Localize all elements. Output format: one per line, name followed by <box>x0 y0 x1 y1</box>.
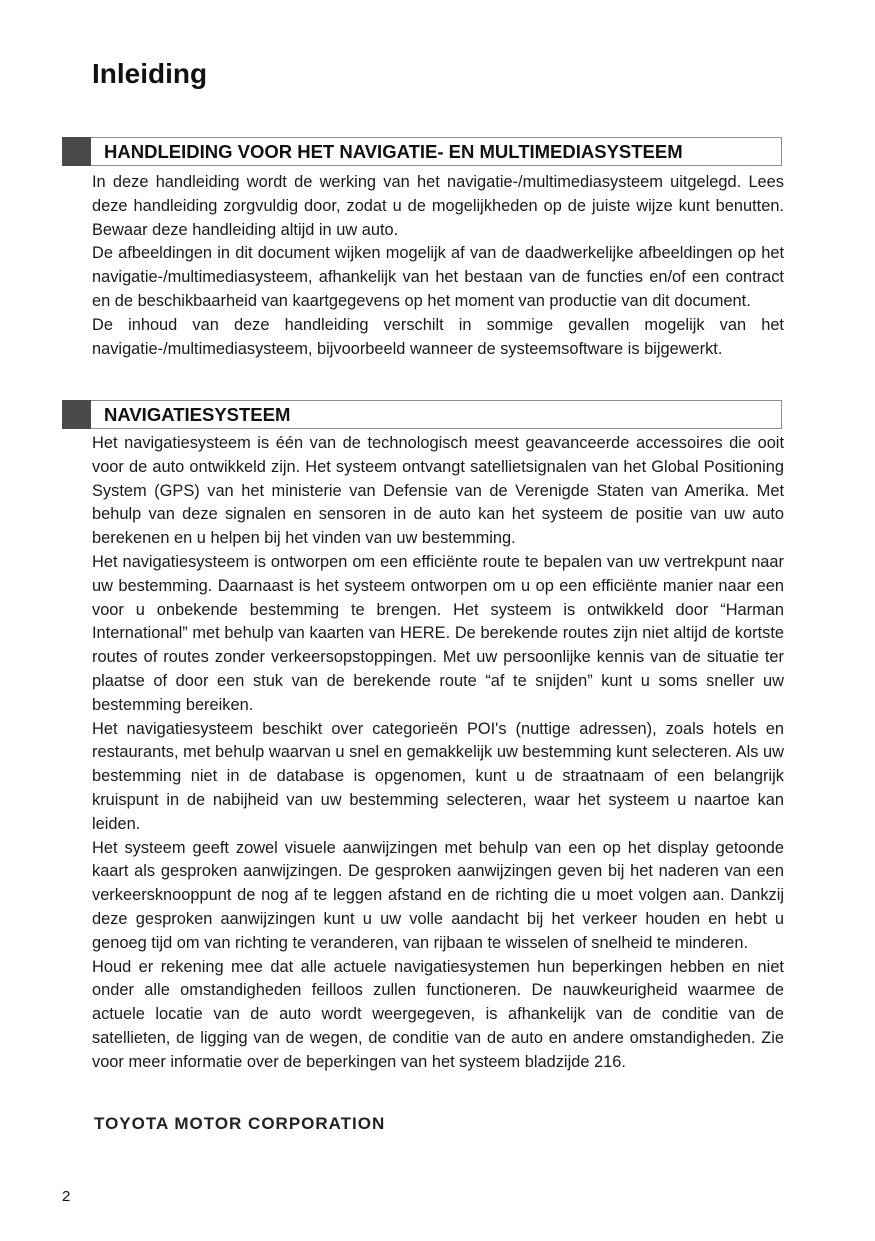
paragraph: Het navigatiesysteem is één van de technologisch meest geavanceerde accessoires die ooit voor de auto ontwikkeld zijn. Het systeem ontvangt satellietsignalen van het Global Positioning System (GPS) van het ministerie van Defensie van de Verenigde Staten van Amerika. Met behulp van deze signalen en sensoren in de auto kan het systeem de positie van uw auto berekenen en u helpen bij het vinden van uw bestemming. <box>92 434 784 548</box>
paragraph: De afbeeldingen in dit document wijken mogelijk af van de daadwerkelijke afbeeldingen op het navigatie-/multimediasysteem, afhankelijk van het bestaan van de functies en/of een contract en de beschikbaarheid van kaartgegevens op het moment van productie van dit document. <box>92 244 784 310</box>
paragraph: In deze handleiding wordt de werking van het navigatie-/multimediasysteem uitgelegd. Lees deze handleiding zorgvuldig door, zodat u de mogelijkheden op de juiste wijze kunt benutten. Bewaar deze handleiding altijd in uw auto. <box>92 173 784 239</box>
paragraph: Het navigatiesysteem beschikt over categorieën POI's (nuttige adressen), zoals hotels en restaurants, met behulp waarvan u snel en gemakkelijk uw bestemming kunt selecteren. Als uw bestemming niet in de database is opgenomen, kunt u de straatnaam of een belangrijk kruispunt in de nabijheid van uw bestemming selecteren, waar het systeem u naartoe kan leiden. <box>92 719 784 833</box>
paragraph: De inhoud van deze handleiding verschilt in sommige gevallen mogelijk van het navigatie-/multimediasysteem, bijvoorbeeld wanneer de systeemsoftware is bijgewerkt. <box>92 315 784 358</box>
section-marker-icon <box>62 137 91 166</box>
section-header-handleiding <box>62 137 782 166</box>
footer-company-name: TOYOTA MOTOR CORPORATION <box>94 1114 386 1133</box>
section-heading: HANDLEIDING VOOR HET NAVIGATIE- EN MULTIMEDIASYSTEEM <box>104 140 683 162</box>
section-marker-icon <box>62 400 91 429</box>
paragraph: Houd er rekening mee dat alle actuele navigatiesystemen hun beperkingen hebben en niet onder alle omstandigheden feilloos zullen functioneren. De nauwkeurigheid waarmee de actuele locatie van de auto wordt weergegeven, is afhankelijk van de conditie van de satellieten, de ligging van de wegen, de conditie van de auto en andere omstandigheden. Zie voor meer informatie over de beperkingen van het systeem bladzijde 216. <box>92 957 784 1071</box>
paragraph: Het systeem geeft zowel visuele aanwijzingen met behulp van een op het display getoonde kaart als gesproken aanwijzingen. De gesproken aanwijzingen geven bij het naderen van een verkeersknooppunt de nog af te leggen afstand en de richting die u moet volgen aan. Dankzij deze gesproken aanwijzingen kunt u uw volle aandacht bij het verkeer houden en hebt u genoeg tijd om van richting te veranderen, van rijbaan te wisselen of snelheid te minderen. <box>92 838 784 952</box>
section-header-navigatiesysteem <box>62 400 782 429</box>
section-heading: NAVIGATIESYSTEEM <box>104 403 291 425</box>
section-body-handleiding <box>92 171 784 361</box>
page-title: Inleiding <box>92 58 208 89</box>
page-number: 2 <box>62 1188 71 1205</box>
paragraph: Het navigatiesysteem is ontworpen om een efficiënte route te bepalen van uw vertrekpunt naar uw bestemming. Daarnaast is het systeem ontworpen om u op een efficiënte manier naar een voor u onbekende bestemming te brengen. Het systeem is ontwikkeld door “Harman International” met behulp van kaarten van HERE. De berekende routes zijn niet altijd de kortste routes of routes zonder verkeersopstoppingen. Met uw persoonlijke kennis van de situatie ter plaatse of door een stuk van de berekende route “af te snijden” kunt u soms sneller uw bestemming bereiken. <box>92 552 784 714</box>
section-body-navigatiesysteem <box>92 432 784 1075</box>
